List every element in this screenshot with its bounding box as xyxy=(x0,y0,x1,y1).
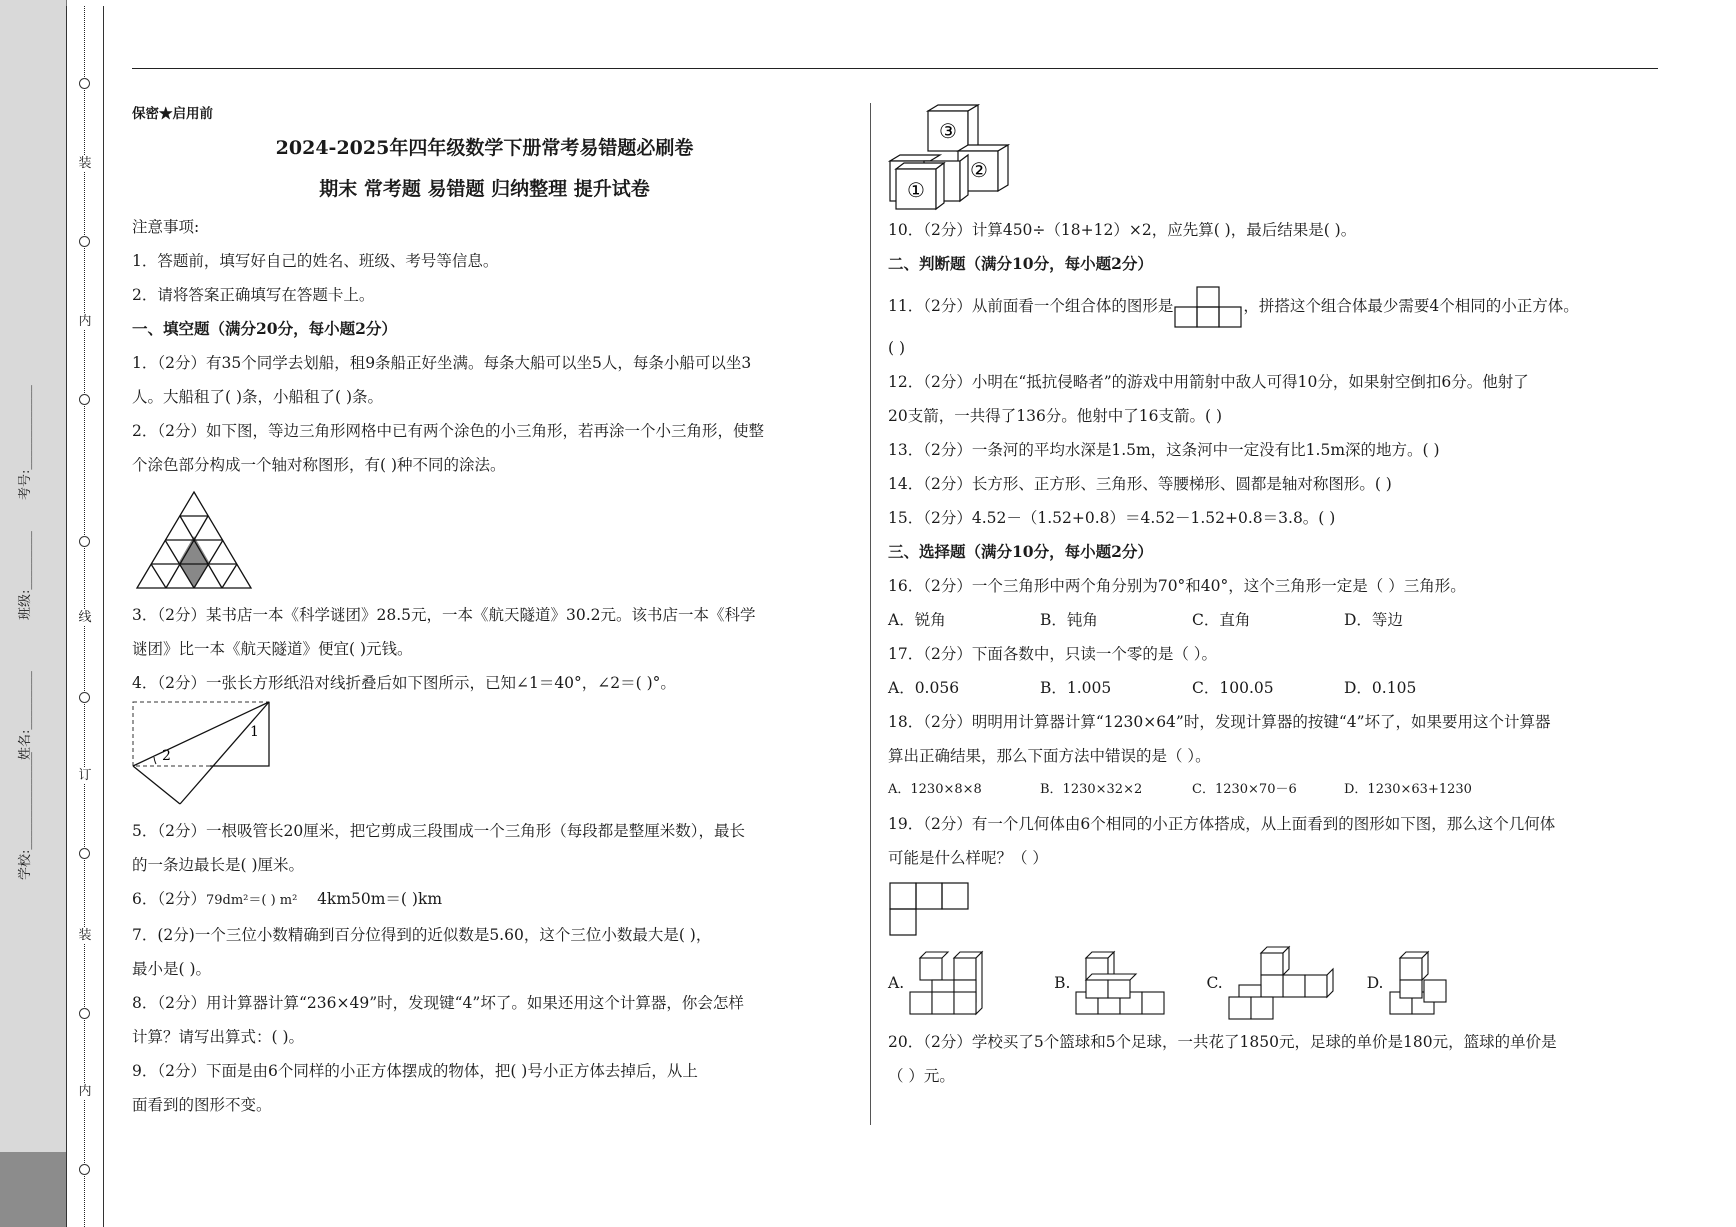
column-divider xyxy=(870,103,871,1125)
binding-char: 装 xyxy=(76,156,94,172)
question-8: 8．（2分）用计算器计算“236×49”时，发现键“4”坏了。如果还用这个计算器，你会怎样 xyxy=(132,994,744,1012)
question-19-options xyxy=(888,945,1663,1021)
question-8-cont: 计算？请写出算式：( )。 xyxy=(132,1028,305,1046)
binding-char: 装 xyxy=(76,928,94,944)
option-c: C．100.05 xyxy=(1192,679,1274,697)
option-c: C．直角 xyxy=(1192,611,1251,629)
cube-label-1: ① xyxy=(907,178,925,202)
question-3: 3．（2分）某书店一本《科学谜团》28.5元，一本《航天隧道》30.2元。该书店一本《科学 xyxy=(132,606,756,624)
cube-stack-figure xyxy=(888,103,1018,213)
question-18: 18．（2分）明明用计算器计算“1230×64”时，发现计算器的按键“4”坏了，如果要用这个计算器 xyxy=(888,713,1551,731)
option-a: A. xyxy=(888,974,905,992)
binding-hole xyxy=(79,236,90,247)
option-a-figure xyxy=(908,948,998,1018)
question-19: 19．（2分）有一个几何体由6个相同的小正方体搭成，从上面看到的图形如下图，那么这个几何体 xyxy=(888,815,1556,833)
option-b: B．1.005 xyxy=(1040,679,1112,697)
option-b-figure xyxy=(1074,948,1170,1018)
question-1: 1．（2分）有35个同学去划船，租9条船正好坐满。每条大船可以坐5人，每条小船可以坐3 xyxy=(132,354,752,372)
option-b: B．钝角 xyxy=(1040,611,1098,629)
option-c-figure xyxy=(1227,945,1337,1021)
shaded-triangle xyxy=(179,562,209,588)
option-c: C. xyxy=(1206,974,1223,992)
option-d: D．0.105 xyxy=(1344,679,1417,697)
school-field: 学校:_______________ xyxy=(18,752,33,880)
question-18-cont: 算出正确结果，那么下面方法中错误的是（ ）。 xyxy=(888,747,1211,765)
question-15: 15．（2分）4.52－（1.52+0.8）＝4.52－1.52+0.8＝3.8。( ) xyxy=(888,509,1336,527)
binding-char: 内 xyxy=(76,1084,94,1100)
question-10: 10．（2分）计算450÷（18+12）×2，应先算( )，最后结果是( )。 xyxy=(888,221,1357,239)
section-heading: 三、选择题（满分10分，每小题2分） xyxy=(888,542,1153,561)
class-field: 班级:_________ xyxy=(18,531,33,620)
option-d-figure xyxy=(1388,948,1458,1018)
question-11-mark: ( ) xyxy=(888,339,906,357)
question-17-options xyxy=(888,671,1663,705)
binding-hole xyxy=(79,1164,90,1175)
option-d: D. xyxy=(1366,974,1384,992)
binding-hole xyxy=(79,78,90,89)
option-a: A．1230×8×8 xyxy=(888,782,982,797)
binding-strip xyxy=(0,0,67,1227)
exam-number-field: 考号:_____________ xyxy=(18,385,33,500)
question-5: 5．（2分）一根吸管长20厘米，把它剪成三段围成一个三角形（每段都是整厘米数），最长 xyxy=(132,822,745,840)
binding-hole xyxy=(79,536,90,547)
question-9-cont: 面看到的图形不变。 xyxy=(132,1096,272,1114)
option-b: B. xyxy=(1054,974,1071,992)
section-heading: 二、判断题（满分10分，每小题2分） xyxy=(888,254,1153,273)
question-13: 13．（2分）一条河的平均水深是1.5m，这条河中一定没有比1.5m深的地方。( ) xyxy=(888,441,1440,459)
question-7-cont: 最小是( )。 xyxy=(132,960,212,978)
binding-char: 线 xyxy=(76,610,94,626)
exam-subtitle: 期末 常考题 易错题 归纳整理 提升试卷 xyxy=(319,178,650,200)
note-item: 2．请将答案正确填写在答题卡上。 xyxy=(132,286,375,304)
cube-label-3: ③ xyxy=(939,119,957,143)
front-view-figure xyxy=(1173,285,1243,329)
question-16: 16．（2分）一个三角形中两个角分别为70°和40°，这个三角形一定是（ ）三角形。 xyxy=(888,577,1466,595)
name-field: 姓名:_________ xyxy=(18,671,33,760)
binding-char: 内 xyxy=(76,314,94,330)
top-view-figure xyxy=(888,881,972,939)
angle-1-label: 1 xyxy=(250,724,259,740)
option-a: A．锐角 xyxy=(888,611,946,629)
question-14: 14．（2分）长方形、正方形、三角形、等腰梯形、圆都是轴对称图形。( ) xyxy=(888,475,1392,493)
binding-hole xyxy=(79,394,90,405)
question-2: 2．（2分）如下图，等边三角形网格中已有两个涂色的小三角形，若再涂一个小三角形，使整 xyxy=(132,422,764,440)
exam-title: 2024-2025年四年级数学下册常考易错题必刷卷 xyxy=(275,137,694,159)
question-12-cont: 20支箭，一共得了136分。他射中了16支箭。( ) xyxy=(888,407,1223,425)
binding-hole xyxy=(79,692,90,703)
cube-label-2: ② xyxy=(970,158,988,182)
question-12: 12．（2分）小明在“抵抗侵略者”的游戏中用箭射中敌人可得10分，如果射空倒扣6分。他射了 xyxy=(888,373,1529,391)
left-column xyxy=(132,100,857,1122)
question-19-cont: 可能是什么样呢？（ ） xyxy=(888,849,1048,867)
note-item: 1．答题前，填写好自己的姓名、班级、考号等信息。 xyxy=(132,252,499,270)
option-d: D．1230×63+1230 xyxy=(1344,782,1472,797)
header-rule xyxy=(132,68,1658,69)
question-4: 4．（2分）一张长方形纸沿对线折叠后如下图所示，已知∠1＝40°，∠2＝( )°。 xyxy=(132,674,676,692)
question-18-options xyxy=(888,773,1663,807)
binding-hole xyxy=(79,848,90,859)
binding-char: 订 xyxy=(76,768,94,784)
question-16-options xyxy=(888,603,1663,637)
right-column xyxy=(888,100,1663,1093)
question-5-cont: 的一条边最长是( )厘米。 xyxy=(132,856,305,874)
question-20: 20．（2分）学校买了5个篮球和5个足球，一共花了1850元，足球的单价是180元，篮球的单价是 xyxy=(888,1033,1557,1051)
option-c: C．1230×70－6 xyxy=(1192,782,1297,797)
binding-rule xyxy=(66,6,104,1227)
triangle-grid-figure xyxy=(134,490,254,594)
question-17: 17．（2分）下面各数中，只读一个零的是（ ）。 xyxy=(888,645,1218,663)
angle-2-label: 2 xyxy=(162,748,171,764)
question-3-cont: 谜团》比一本《航天隧道》便宜( )元钱。 xyxy=(132,640,413,658)
section-heading: 一、填空题（满分20分，每小题2分） xyxy=(132,319,397,338)
question-6: 6．（2分）79dm²＝( ) m² 4km50m＝( )km xyxy=(132,890,443,908)
option-d: D．等边 xyxy=(1344,611,1403,629)
option-a: A．0.056 xyxy=(888,679,960,697)
notes-heading: 注意事项: xyxy=(132,218,200,236)
question-9: 9．（2分）下面是由6个同样的小正方体摆成的物体，把( )号小正方体去掉后，从上 xyxy=(132,1062,698,1080)
folded-rectangle-figure xyxy=(132,700,272,808)
secret-mark: 保密★启用前 xyxy=(132,106,213,122)
binding-strip-dark xyxy=(0,1152,66,1227)
question-2-cont: 个涂色部分构成一个轴对称图形，有( )种不同的涂法。 xyxy=(132,456,506,474)
binding-hole xyxy=(79,1008,90,1019)
option-b: B．1230×32×2 xyxy=(1040,782,1143,797)
question-7: 7．(2分)一个三位小数精确到百分位得到的近似数是5.60，这个三位小数最大是( )， xyxy=(132,926,712,944)
question-1-cont: 人。大船租了( )条，小船租了( )条。 xyxy=(132,388,384,406)
question-11: 11．（2分）从前面看一个组合体的图形是 ，拼搭这个组合体最少需要4个相同的小正方体。 xyxy=(888,281,1663,331)
question-20-cont: （ ）元。 xyxy=(888,1067,955,1085)
